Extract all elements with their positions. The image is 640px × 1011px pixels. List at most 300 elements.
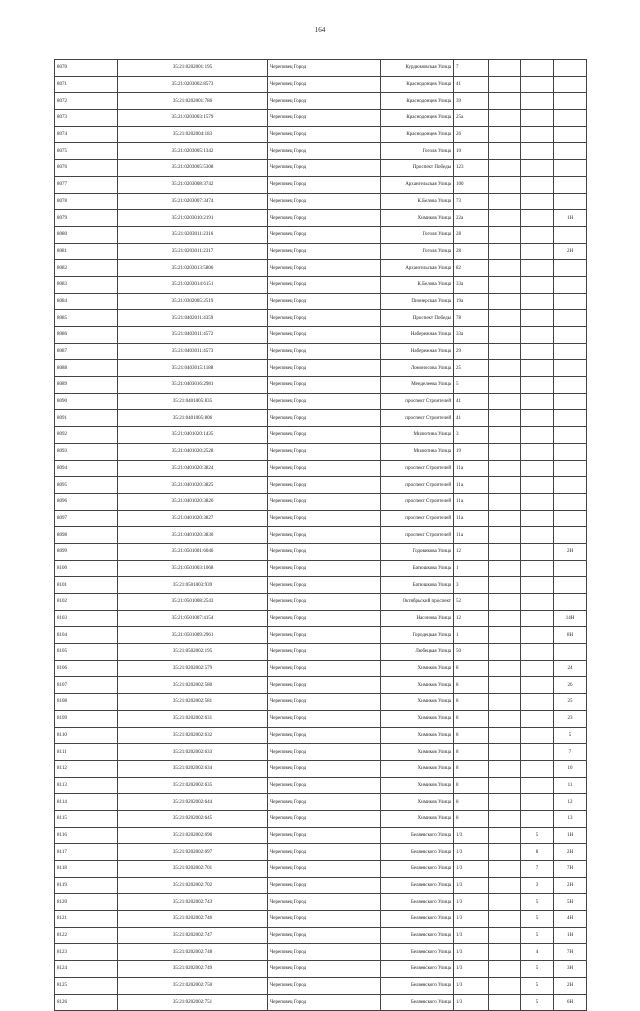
city-cell: Череповец Город: [268, 577, 381, 594]
cadastral-number-cell: 35:21:0401005:835: [118, 393, 268, 410]
house-number-cell: 8: [454, 810, 489, 827]
room-cell: 7Н: [554, 944, 587, 961]
table-row: [55, 110, 587, 127]
city-cell: Череповец Город: [268, 610, 381, 627]
city-cell: Череповец Город: [268, 110, 381, 127]
room-cell: 1Н: [554, 827, 587, 844]
cadastral-number-cell: 35:21:0502002:195: [118, 644, 268, 661]
street-cell: К.Белова Улица: [381, 193, 454, 210]
city-cell: Череповец Город: [268, 360, 381, 377]
table-row: [55, 977, 587, 994]
city-cell: Череповец Город: [268, 293, 381, 310]
flat-cell: 5: [521, 994, 554, 1011]
city-cell: Череповец Город: [268, 777, 381, 794]
row-number-cell: 8081: [55, 243, 118, 260]
cadastral-number-cell: 35:21:0202001:786: [118, 93, 268, 110]
house-number-cell: 19: [454, 443, 489, 460]
building-cell: [489, 610, 521, 627]
room-cell: [554, 193, 587, 210]
cadastral-number-cell: 35:21:0203007:3474: [118, 193, 268, 210]
house-number-cell: 1/3: [454, 827, 489, 844]
row-number-cell: 8106: [55, 660, 118, 677]
room-cell: [554, 160, 587, 177]
flat-cell: 4: [521, 944, 554, 961]
flat-cell: [521, 260, 554, 277]
street-cell: Химиков Улица: [381, 794, 454, 811]
row-number-cell: 8103: [55, 610, 118, 627]
building-cell: [489, 210, 521, 227]
room-cell: [554, 377, 587, 394]
row-number-cell: 8118: [55, 861, 118, 878]
cadastral-number-cell: 35:21:0202002:749: [118, 961, 268, 978]
table-row: [55, 510, 587, 527]
row-number-cell: 8111: [55, 744, 118, 761]
building-cell: [489, 360, 521, 377]
row-number-cell: 8072: [55, 93, 118, 110]
table-row: [55, 710, 587, 727]
building-cell: [489, 710, 521, 727]
building-cell: [489, 911, 521, 928]
room-cell: 24: [554, 660, 587, 677]
street-cell: Беляевского Улица: [381, 877, 454, 894]
table-row: [55, 810, 587, 827]
row-number-cell: 8123: [55, 944, 118, 961]
street-cell: Архангельская Улица: [381, 260, 454, 277]
table-row: [55, 176, 587, 193]
flat-cell: [521, 644, 554, 661]
row-number-cell: 8113: [55, 777, 118, 794]
table-row: [55, 894, 587, 911]
room-cell: [554, 493, 587, 510]
room-cell: [554, 510, 587, 527]
building-cell: [489, 894, 521, 911]
house-number-cell: 10: [454, 143, 489, 160]
city-cell: Череповец Город: [268, 276, 381, 293]
table-row: [55, 343, 587, 360]
city-cell: Череповец Город: [268, 877, 381, 894]
table-row: [55, 410, 587, 427]
room-cell: 2Н: [554, 844, 587, 861]
table-row: [55, 493, 587, 510]
city-cell: Череповец Город: [268, 393, 381, 410]
room-cell: 2Н: [554, 977, 587, 994]
building-cell: [489, 410, 521, 427]
table-row: [55, 644, 587, 661]
table-row: [55, 310, 587, 327]
city-cell: Череповец Город: [268, 694, 381, 711]
row-number-cell: 8104: [55, 627, 118, 644]
street-cell: Батюшкова Улица: [381, 577, 454, 594]
building-cell: [489, 727, 521, 744]
cadastral-number-cell: 35:21:0401020:2528: [118, 443, 268, 460]
row-number-cell: 8124: [55, 961, 118, 978]
building-cell: [489, 760, 521, 777]
cadastral-number-cell: 35:21:0202002:632: [118, 727, 268, 744]
cadastral-number-cell: 35:21:0202002:701: [118, 861, 268, 878]
building-cell: [489, 844, 521, 861]
house-number-cell: 3: [454, 577, 489, 594]
row-number-cell: 8122: [55, 927, 118, 944]
house-number-cell: 29: [454, 343, 489, 360]
flat-cell: [521, 193, 554, 210]
house-number-cell: 1/3: [454, 877, 489, 894]
street-cell: Беляевского Улица: [381, 927, 454, 944]
row-number-cell: 8087: [55, 343, 118, 360]
row-number-cell: 8100: [55, 560, 118, 577]
table-row: [55, 727, 587, 744]
cadastral-number-cell: 35:21:0202002:746: [118, 911, 268, 928]
city-cell: Череповец Город: [268, 894, 381, 911]
city-cell: Череповец Город: [268, 76, 381, 93]
building-cell: [489, 110, 521, 127]
street-cell: Химиков Улица: [381, 727, 454, 744]
street-cell: Городецкая Улица: [381, 627, 454, 644]
house-number-cell: 1: [454, 627, 489, 644]
house-number-cell: 1/3: [454, 994, 489, 1011]
cadastral-number-cell: 35:21:0202002:747: [118, 927, 268, 944]
cadastral-number-cell: 35:21:0203005:5308: [118, 160, 268, 177]
house-number-cell: 11а: [454, 527, 489, 544]
room-cell: [554, 60, 587, 77]
city-cell: Череповец Город: [268, 327, 381, 344]
house-number-cell: 73: [454, 193, 489, 210]
row-number-cell: 8120: [55, 894, 118, 911]
flat-cell: [521, 276, 554, 293]
cadastral-number-cell: 35:21:0501003:1068: [118, 560, 268, 577]
room-cell: [554, 410, 587, 427]
flat-cell: [521, 710, 554, 727]
row-number-cell: 8098: [55, 527, 118, 544]
room-cell: [554, 310, 587, 327]
flat-cell: [521, 627, 554, 644]
street-cell: Любецкая Улица: [381, 644, 454, 661]
city-cell: Череповец Город: [268, 660, 381, 677]
row-number-cell: 8101: [55, 577, 118, 594]
flat-cell: [521, 143, 554, 160]
house-number-cell: 100: [454, 176, 489, 193]
building-cell: [489, 377, 521, 394]
cadastral-number-cell: 35:21:0401020:3830: [118, 527, 268, 544]
house-number-cell: 3: [454, 427, 489, 444]
city-cell: Череповец Город: [268, 60, 381, 77]
flat-cell: [521, 543, 554, 560]
row-number-cell: 8093: [55, 443, 118, 460]
flat-cell: 5: [521, 927, 554, 944]
row-number-cell: 8115: [55, 810, 118, 827]
row-number-cell: 8074: [55, 126, 118, 143]
house-number-cell: 41: [454, 393, 489, 410]
cadastral-number-cell: 35:21:0202002:580: [118, 677, 268, 694]
house-number-cell: 7: [454, 60, 489, 77]
row-number-cell: 8091: [55, 410, 118, 427]
house-number-cell: 82: [454, 260, 489, 277]
building-cell: [489, 327, 521, 344]
house-number-cell: 39: [454, 93, 489, 110]
building-cell: [489, 276, 521, 293]
house-number-cell: 8: [454, 777, 489, 794]
street-cell: проспект Строителей: [381, 493, 454, 510]
house-number-cell: 1/3: [454, 861, 489, 878]
building-cell: [489, 594, 521, 611]
cadastral-number-cell: 35:21:0203003:1579: [118, 110, 268, 127]
building-cell: [489, 810, 521, 827]
cadastral-number-cell: 35:21:0203011:2317: [118, 243, 268, 260]
cadastral-number-cell: 35:21:0203005:1342: [118, 143, 268, 160]
row-number-cell: 8107: [55, 677, 118, 694]
table-row: [55, 377, 587, 394]
row-number-cell: 8096: [55, 493, 118, 510]
cadastral-number-cell: 35:21:0202002:697: [118, 844, 268, 861]
room-cell: 26: [554, 677, 587, 694]
city-cell: Череповец Город: [268, 93, 381, 110]
street-cell: Беляевского Улица: [381, 944, 454, 961]
table-row: [55, 443, 587, 460]
flat-cell: 5: [521, 827, 554, 844]
row-number-cell: 8114: [55, 794, 118, 811]
city-cell: Череповец Город: [268, 377, 381, 394]
cadastral-number-cell: 35:21:0202002:579: [118, 660, 268, 677]
city-cell: Череповец Город: [268, 744, 381, 761]
room-cell: [554, 443, 587, 460]
cadastral-number-cell: 35:21:0202002:645: [118, 810, 268, 827]
street-cell: Насонова Улица: [381, 610, 454, 627]
street-cell: проспект Строителей: [381, 527, 454, 544]
table-row: [55, 76, 587, 93]
building-cell: [489, 493, 521, 510]
flat-cell: [521, 93, 554, 110]
room-cell: [554, 126, 587, 143]
flat-cell: [521, 360, 554, 377]
city-cell: Череповец Город: [268, 794, 381, 811]
house-number-cell: 52: [454, 594, 489, 611]
room-cell: [554, 110, 587, 127]
row-number-cell: 8119: [55, 877, 118, 894]
room-cell: [554, 594, 587, 611]
flat-cell: [521, 660, 554, 677]
house-number-cell: 26: [454, 126, 489, 143]
building-cell: [489, 343, 521, 360]
building-cell: [489, 60, 521, 77]
cadastral-number-cell: 35:21:0202002:748: [118, 944, 268, 961]
city-cell: Череповец Город: [268, 710, 381, 727]
table-row: [55, 694, 587, 711]
street-cell: Беляевского Улица: [381, 911, 454, 928]
table-row: [55, 460, 587, 477]
street-cell: Беляевского Улица: [381, 961, 454, 978]
cadastral-number-cell: 35:21:0202002:750: [118, 977, 268, 994]
city-cell: Череповец Город: [268, 226, 381, 243]
city-cell: Череповец Город: [268, 727, 381, 744]
house-number-cell: 8: [454, 760, 489, 777]
table-row: [55, 777, 587, 794]
flat-cell: [521, 577, 554, 594]
street-cell: Милютина Улица: [381, 443, 454, 460]
house-number-cell: 1/3: [454, 961, 489, 978]
city-cell: Череповец Город: [268, 343, 381, 360]
flat-cell: [521, 60, 554, 77]
city-cell: Череповец Город: [268, 827, 381, 844]
table-row: [55, 276, 587, 293]
room-cell: [554, 427, 587, 444]
street-cell: Беляевского Улица: [381, 827, 454, 844]
street-cell: Октябрьский проспект: [381, 594, 454, 611]
room-cell: 7Н: [554, 861, 587, 878]
house-number-cell: 123: [454, 160, 489, 177]
cadastral-number-cell: 35:21:0202002:631: [118, 710, 268, 727]
street-cell: проспект Строителей: [381, 393, 454, 410]
table-row: [55, 193, 587, 210]
flat-cell: [521, 610, 554, 627]
street-cell: Гоголя Улица: [381, 226, 454, 243]
table-row: [55, 477, 587, 494]
room-cell: 2Н: [554, 243, 587, 260]
street-cell: проспект Строителей: [381, 460, 454, 477]
room-cell: [554, 560, 587, 577]
building-cell: [489, 927, 521, 944]
room-cell: [554, 93, 587, 110]
table-row: [55, 143, 587, 160]
room-cell: 8Н: [554, 627, 587, 644]
row-number-cell: 8108: [55, 694, 118, 711]
building-cell: [489, 994, 521, 1011]
house-number-cell: 1/3: [454, 844, 489, 861]
building-cell: [489, 627, 521, 644]
row-number-cell: 8078: [55, 193, 118, 210]
street-cell: Беляевского Улица: [381, 861, 454, 878]
row-number-cell: 8095: [55, 477, 118, 494]
row-number-cell: 8075: [55, 143, 118, 160]
table-row: [55, 927, 587, 944]
city-cell: Череповец Город: [268, 460, 381, 477]
flat-cell: [521, 460, 554, 477]
street-cell: Курдюмовская Улица: [381, 60, 454, 77]
table-row: [55, 610, 587, 627]
table-row: [55, 794, 587, 811]
row-number-cell: 8109: [55, 710, 118, 727]
flat-cell: [521, 477, 554, 494]
flat-cell: [521, 126, 554, 143]
room-cell: [554, 644, 587, 661]
table-row: [55, 427, 587, 444]
cadastral-number-cell: 35:21:0202002:743: [118, 894, 268, 911]
cadastral-number-cell: 35:21:0501009:2961: [118, 627, 268, 644]
room-cell: 2Н: [554, 543, 587, 560]
flat-cell: [521, 760, 554, 777]
cadastral-number-cell: 35:21:0403011:4572: [118, 327, 268, 344]
flat-cell: [521, 777, 554, 794]
flat-cell: [521, 727, 554, 744]
flat-cell: [521, 677, 554, 694]
room-cell: [554, 360, 587, 377]
row-number-cell: 8126: [55, 994, 118, 1011]
room-cell: 6Н: [554, 994, 587, 1011]
street-cell: проспект Строителей: [381, 410, 454, 427]
house-number-cell: 8: [454, 677, 489, 694]
house-number-cell: 78: [454, 310, 489, 327]
building-cell: [489, 543, 521, 560]
table-row: [55, 393, 587, 410]
house-number-cell: 11а: [454, 460, 489, 477]
table-row: [55, 944, 587, 961]
table-row: [55, 744, 587, 761]
table-row: [55, 877, 587, 894]
row-number-cell: 8084: [55, 293, 118, 310]
table-row: [55, 226, 587, 243]
cadastral-number-cell: 35:21:0402011:4359: [118, 310, 268, 327]
house-number-cell: 19а: [454, 293, 489, 310]
city-cell: Череповец Город: [268, 160, 381, 177]
cadastral-number-cell: 35:21:0501001:6046: [118, 543, 268, 560]
building-cell: [489, 744, 521, 761]
row-number-cell: 8090: [55, 393, 118, 410]
flat-cell: 3: [521, 877, 554, 894]
city-cell: Череповец Город: [268, 193, 381, 210]
room-cell: 1Н: [554, 210, 587, 227]
street-cell: Менделеева Улица: [381, 377, 454, 394]
room-cell: [554, 327, 587, 344]
room-cell: 10: [554, 760, 587, 777]
room-cell: [554, 176, 587, 193]
house-number-cell: 22а: [454, 210, 489, 227]
table-row: [55, 594, 587, 611]
building-cell: [489, 660, 521, 677]
row-number-cell: 8112: [55, 760, 118, 777]
row-number-cell: 8080: [55, 226, 118, 243]
city-cell: Череповец Город: [268, 911, 381, 928]
flat-cell: [521, 310, 554, 327]
building-cell: [489, 677, 521, 694]
flat-cell: 5: [521, 961, 554, 978]
building-cell: [489, 443, 521, 460]
room-cell: 25: [554, 694, 587, 711]
house-number-cell: 41: [454, 76, 489, 93]
building-cell: [489, 861, 521, 878]
street-cell: Беляевского Улица: [381, 844, 454, 861]
cadastral-number-cell: 35:21:0203008:3742: [118, 176, 268, 193]
cadastral-number-cell: 35:21:0403015:1188: [118, 360, 268, 377]
house-number-cell: 50: [454, 644, 489, 661]
building-cell: [489, 944, 521, 961]
row-number-cell: 8117: [55, 844, 118, 861]
building-cell: [489, 794, 521, 811]
street-cell: Беляевского Улица: [381, 894, 454, 911]
building-cell: [489, 827, 521, 844]
city-cell: Череповец Город: [268, 594, 381, 611]
row-number-cell: 8077: [55, 176, 118, 193]
cadastral-number-cell: 35:21:0202001:195: [118, 60, 268, 77]
room-cell: [554, 460, 587, 477]
house-number-cell: 11а: [454, 477, 489, 494]
cadastral-number-cell: 35:21:0203013:5806: [118, 260, 268, 277]
city-cell: Череповец Город: [268, 677, 381, 694]
flat-cell: 5: [521, 977, 554, 994]
street-cell: Химиков Улица: [381, 777, 454, 794]
table-row: [55, 844, 587, 861]
building-cell: [489, 293, 521, 310]
house-number-cell: 11а: [454, 493, 489, 510]
building-cell: [489, 260, 521, 277]
building-cell: [489, 226, 521, 243]
city-cell: Череповец Город: [268, 994, 381, 1011]
room-cell: 12: [554, 794, 587, 811]
room-cell: 23: [554, 710, 587, 727]
room-cell: [554, 393, 587, 410]
table-row: [55, 911, 587, 928]
building-cell: [489, 777, 521, 794]
city-cell: Череповец Город: [268, 844, 381, 861]
house-number-cell: 8: [454, 694, 489, 711]
street-cell: Архангельская Улица: [381, 176, 454, 193]
